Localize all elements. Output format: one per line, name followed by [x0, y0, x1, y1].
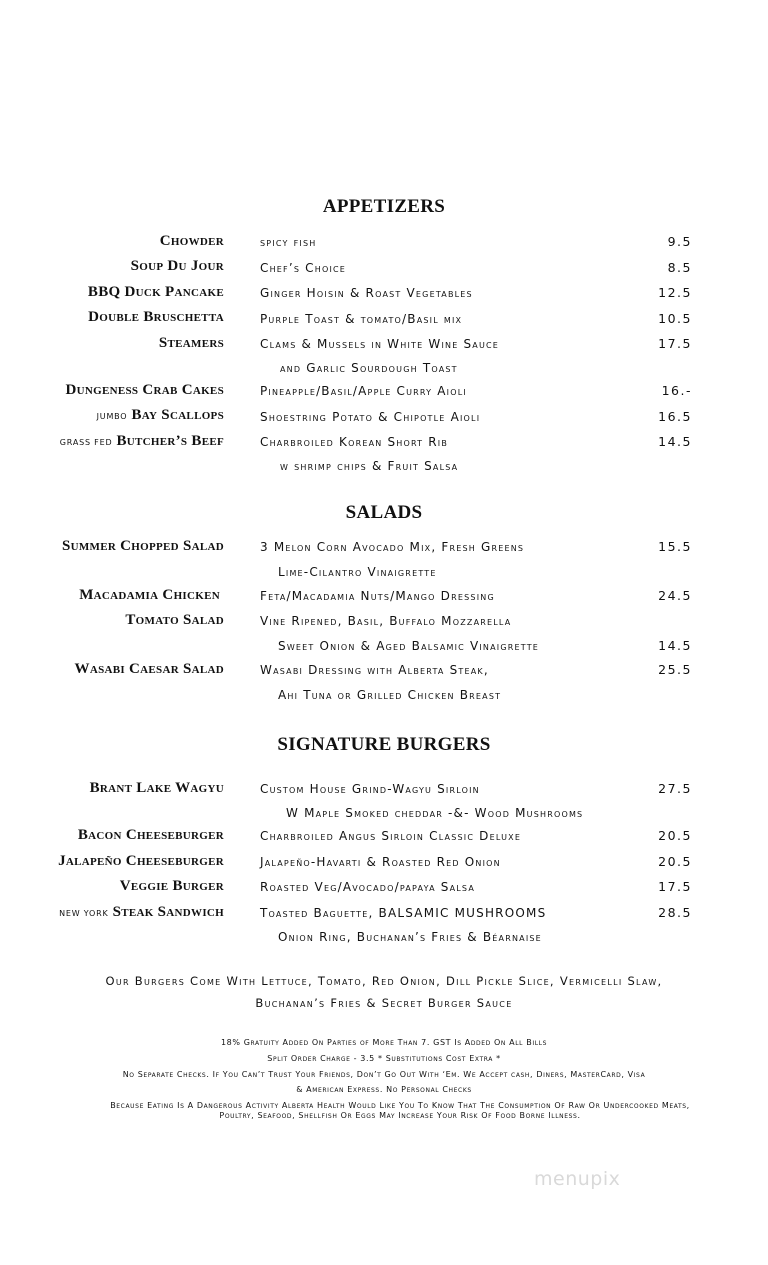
item-name: Veggie Burger — [119, 878, 224, 894]
item-description: Charbroiled Korean Short Rib — [260, 435, 449, 449]
item-name: NEW YORK Steak Sandwich — [59, 904, 224, 920]
split-order-note: Split Order Charge - 3.5 * Substitutions Cost Extra * — [267, 1054, 501, 1063]
item-price: 24.5 — [658, 588, 692, 603]
item-description: Wasabi Dressing with Alberta Steak, — [260, 663, 489, 677]
item-price: 27.5 — [658, 781, 692, 796]
item-prefix: GRASS FED — [59, 438, 113, 447]
item-price: 16.5 — [658, 409, 692, 424]
item-description: Jalapeño-Havarti & Roasted Red Onion — [260, 855, 501, 869]
item-description: Toasted Baguette, BALSAMIC MUSHROOMS — [260, 906, 547, 920]
item-price: 20.5 — [658, 854, 692, 869]
item-description: Ginger Hoisin & Roast Vegetables — [260, 286, 473, 300]
item-description: Vine Ripened, Basil, Buffalo Mozzarella — [260, 614, 512, 628]
item-description: Feta/Macadamia Nuts/Mango Dressing — [260, 589, 495, 603]
item-description: Charbroiled Angus Sirloin Classic Deluxe — [260, 829, 522, 843]
item-name: GRASS FED Butcher’s Beef — [59, 433, 224, 449]
item-description: Shoestring Potato & Chipotle Aioli — [260, 410, 481, 424]
item-name: Tomato Salad — [125, 612, 224, 628]
item-description: Clams & Mussels in White Wine Sauce — [260, 337, 500, 351]
item-name: Bacon Cheeseburger — [77, 827, 224, 843]
item-name: Chowder — [159, 233, 224, 249]
item-description: spicy fish — [260, 235, 317, 249]
item-price: 16.- — [661, 383, 692, 398]
item-description: 3 Melon Corn Avocado Mix, Fresh Greens — [260, 540, 525, 554]
item-name: Jalapeño Cheeseburger — [58, 853, 224, 869]
item-description-continued: Onion Ring, Buchanan’s Fries & Béarnaise — [278, 930, 542, 944]
item-prefix: NEW YORK — [59, 909, 109, 918]
item-description-continued: Lime-Cilantro Vinaigrette — [278, 565, 437, 579]
item-name: Wasabi Caesar Salad — [74, 661, 224, 677]
item-name: Double Bruschetta — [88, 309, 224, 325]
burger-note-line-2: Buchanan’s Fries & Secret Burger Sauce — [255, 996, 513, 1010]
item-price: 8.5 — [667, 260, 692, 275]
item-price: 9.5 — [667, 234, 692, 249]
item-price: 28.5 — [658, 905, 692, 920]
burger-note-line-1: Our Burgers Come With Lettuce, Tomato, Red Onion, Dill Pickle Slice, Vermicelli Slaw, — [105, 974, 663, 988]
item-name: Macadamia Chicken — [79, 587, 220, 603]
item-name: JUMBO Bay Scallops — [96, 407, 224, 423]
item-price: 17.5 — [658, 879, 692, 894]
item-description-continued: Ahi Tuna or Grilled Chicken Breast — [278, 688, 502, 702]
item-name: Summer Chopped Salad — [61, 538, 224, 554]
item-description: Chef’s Choice — [260, 261, 347, 275]
item-name: Dungeness Crab Cakes — [65, 382, 224, 398]
item-price: 14.5 — [658, 434, 692, 449]
item-price: 10.5 — [658, 311, 692, 326]
salads-title: SALADS — [345, 502, 423, 523]
cards-note: & American Express. No Personal Checks — [296, 1085, 472, 1094]
appetizers-title: APPETIZERS — [322, 196, 446, 217]
item-name: Steamers — [158, 335, 224, 351]
health-warning: Because Eating Is A Dangerous Activity Alberta Health Would Like You To Know That The Consumption Of Raw Or Undercooked Meats, Poultry, Seafood, Shellfish Or Eggs May Increase Your Risk Of Food Borne Illness. — [110, 1101, 690, 1120]
item-prefix: JUMBO — [96, 412, 128, 421]
item-description-continued: w shrimp chips & Fruit Salsa — [280, 459, 459, 473]
item-name: Brant Lake Wagyu — [89, 780, 224, 796]
item-price: 20.5 — [658, 828, 692, 843]
item-description-continued: W Maple Smoked cheddar -&- Wood Mushrooms — [286, 806, 584, 820]
item-price: 14.5 — [658, 638, 692, 653]
burgers-title: SIGNATURE BURGERS — [277, 734, 491, 755]
item-price: 17.5 — [658, 336, 692, 351]
gratuity-note: 18% Gratuity Added On Parties of More Than 7. GST Is Added On All Bills — [220, 1038, 548, 1047]
item-description: Custom House Grind-Wagyu Sirloin — [260, 782, 480, 796]
item-name: BBQ Duck Pancake — [87, 284, 224, 300]
menupix-watermark: menupix — [534, 1168, 621, 1190]
item-price: 25.5 — [658, 662, 692, 677]
item-price: 12.5 — [658, 285, 692, 300]
item-name: Soup Du Jour — [130, 258, 224, 274]
item-description: Roasted Veg/Avocado/papaya Salsa — [260, 880, 476, 894]
item-price: 15.5 — [658, 539, 692, 554]
item-description-continued: and Garlic Sourdough Toast — [280, 361, 458, 375]
checks-note: No Separate Checks. If You Can’t Trust Your Friends, Don’t Go Out With ‘Em. We Accept cash, Diners, MasterCard, Visa — [122, 1070, 646, 1079]
item-description: Purple Toast & tomato/Basil mix — [260, 312, 463, 326]
item-description-continued: Sweet Onion & Aged Balsamic Vinaigrette — [278, 639, 540, 653]
item-description: Pineapple/Basil/Apple Curry Aioli — [260, 384, 467, 398]
